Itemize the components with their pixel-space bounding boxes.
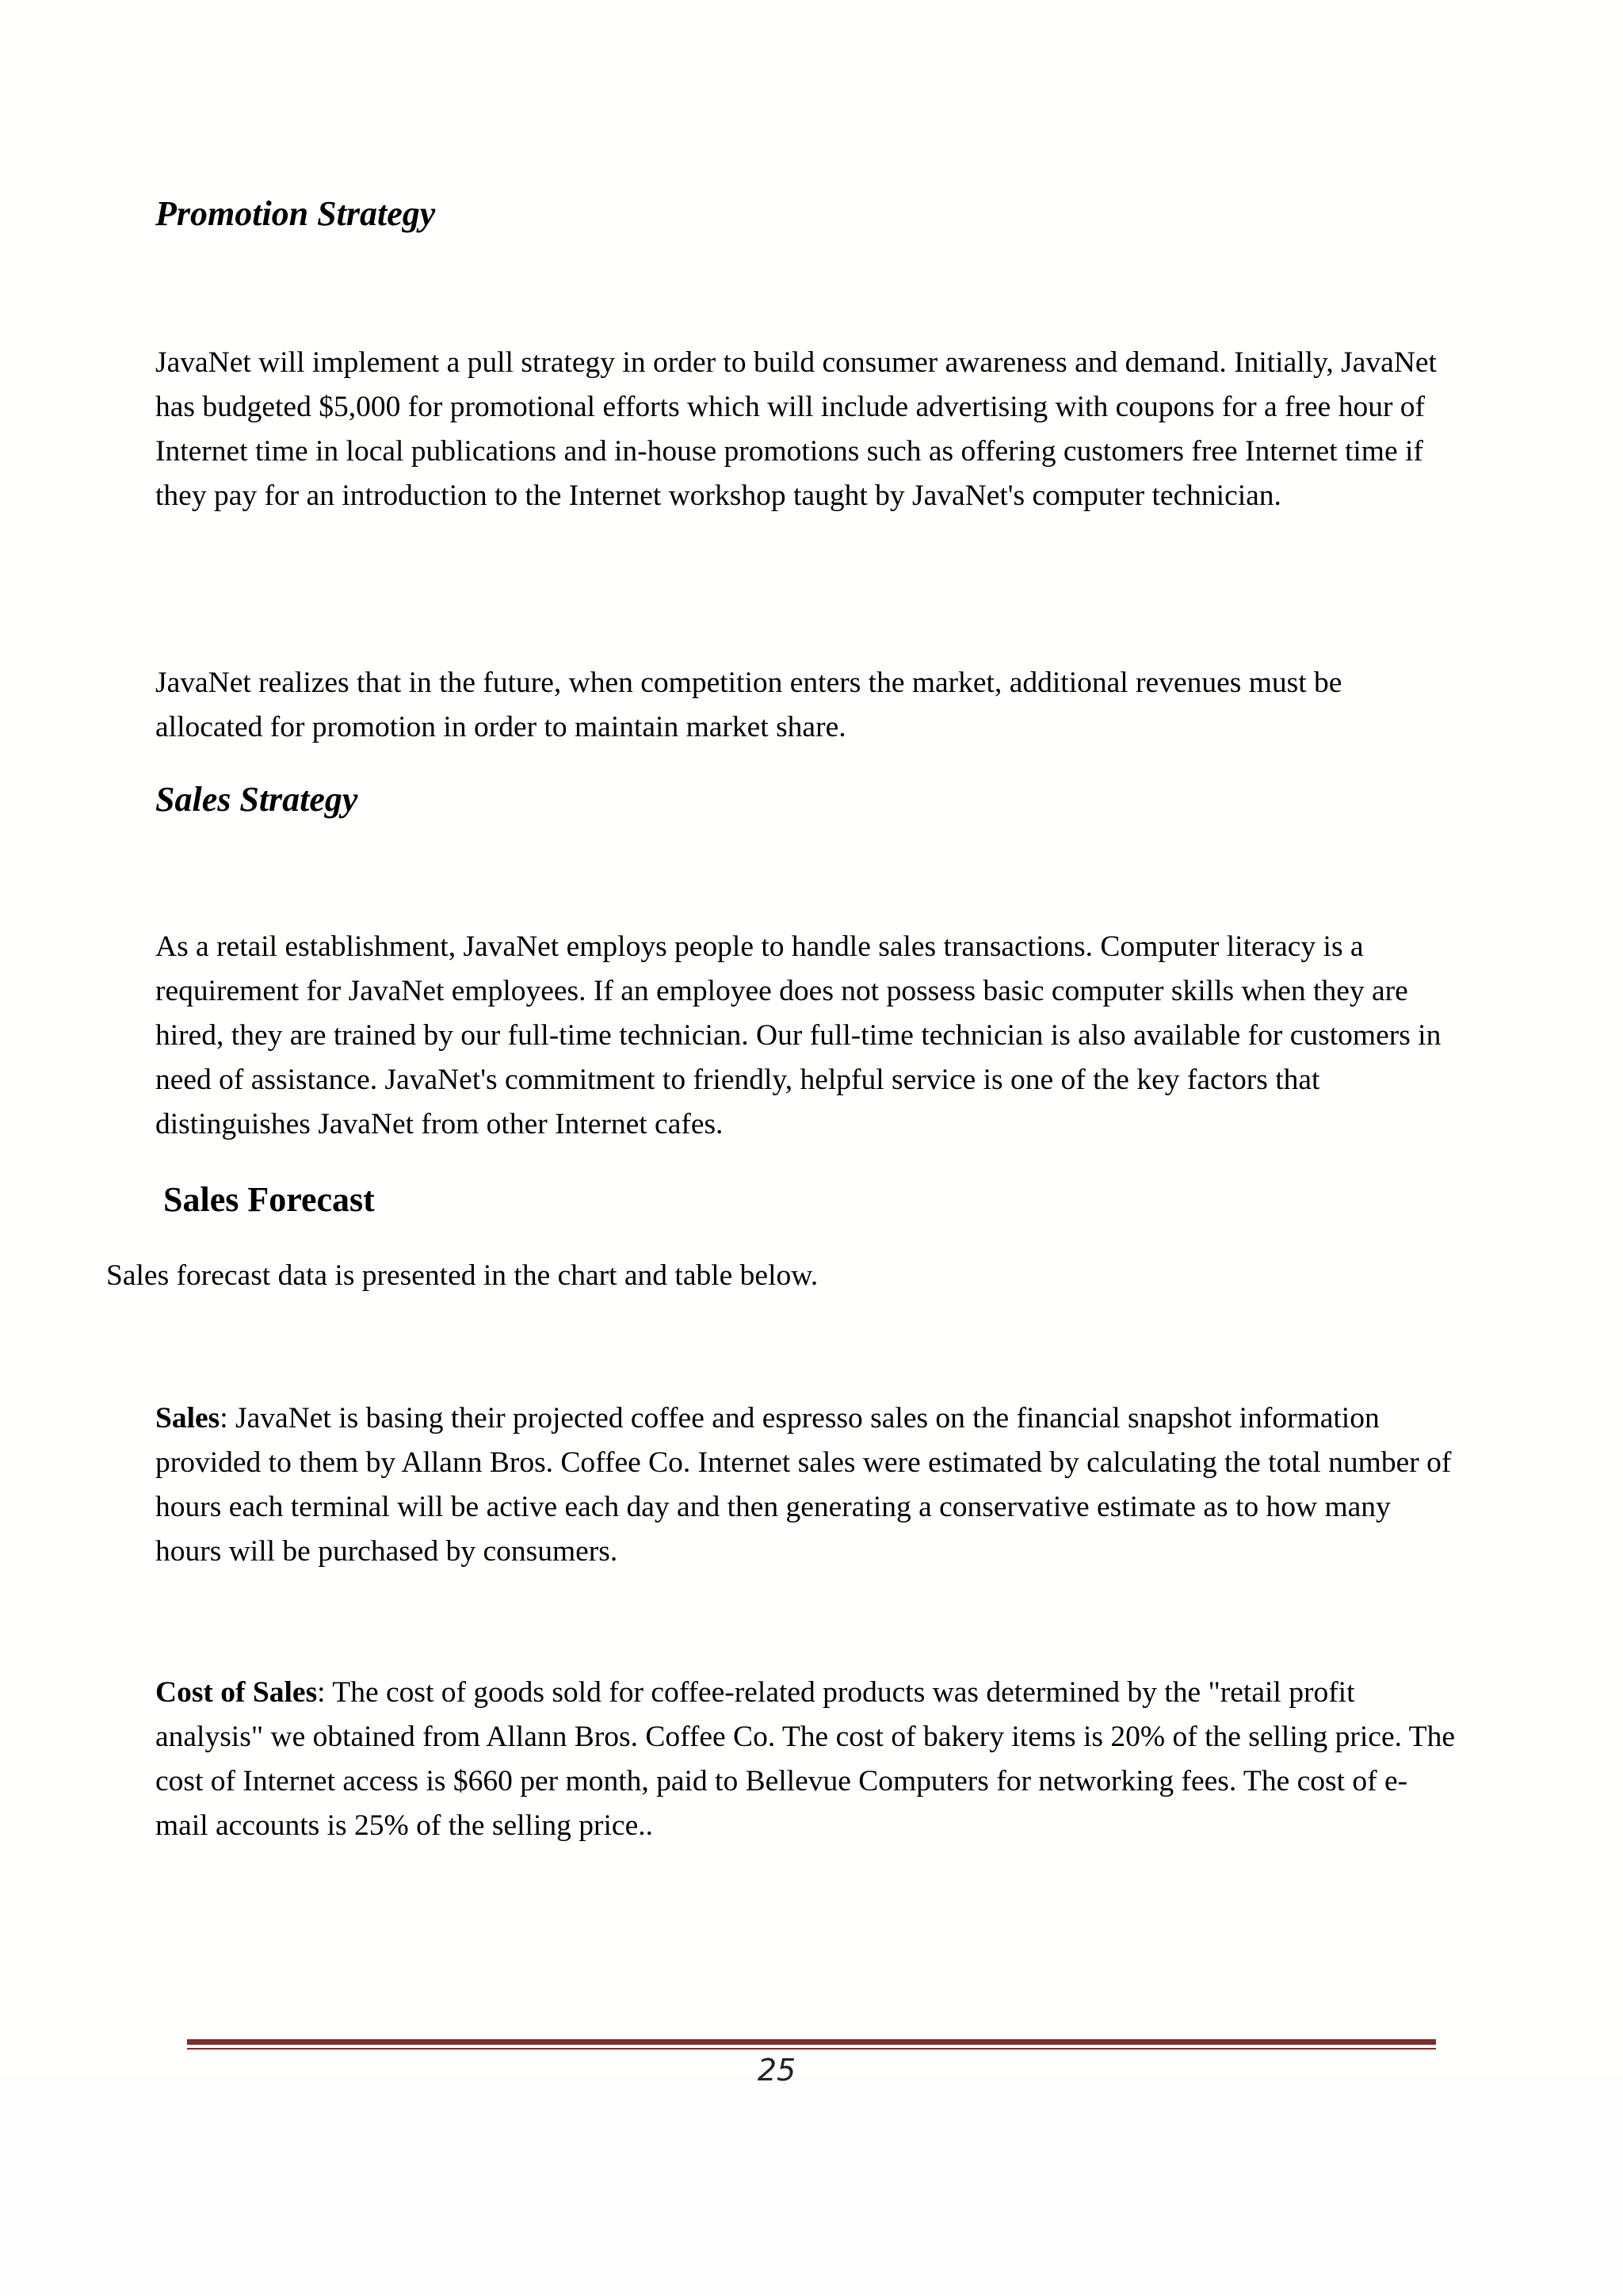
- sales-text: : JavaNet is basing their projected coffee and espresso sales on the financial snapshot information provided to them by Allann Bros. Coffee Co. Internet sales were estimated by calculating the total number of hours each terminal will be active each day and then generating a conservative estimate as to how many hours will be purchased by consumers.: [155, 1402, 1452, 1568]
- cost-of-sales-text: : The cost of goods sold for coffee-related products was determined by the "retail profit analysis" we obtained from Allann Bros. Coffee Co. The cost of bakery items is 20% of the selling price. The cost of Internet access is $660 per month, paid to Bellevue Computers for networking fees. The cost of e-mail accounts is 25% of the selling price..: [155, 1676, 1455, 1842]
- sales-label: Sales: [155, 1402, 220, 1435]
- footer-rule-thick: [187, 2039, 1436, 2045]
- promotion-paragraph-1: JavaNet will implement a pull strategy in order to build consumer awareness and demand. Initially, JavaNet has budgeted $5,000 for promotional efforts which will include advertising with coupons for a free hour of Internet time in local publications and in-house promotions such as offering customers free Internet time if they pay for an introduction to the Internet workshop taught by JavaNet's computer technician.: [155, 346, 1437, 512]
- cost-of-sales-paragraph: [155, 1671, 1455, 1848]
- promotion-paragraph-2: JavaNet realizes that in the future, when competition enters the market, additional revenues must be allocated for promotion in order to maintain market share.: [155, 667, 1342, 743]
- sales-forecast-intro: Sales forecast data is presented in the chart and table below.: [106, 1259, 819, 1292]
- sales-paragraph: [155, 1396, 1455, 1574]
- sales-forecast-heading: Sales Forecast: [163, 1180, 375, 1219]
- sales-strategy-paragraph: As a retail establishment, JavaNet employs people to handle sales transactions. Computer literacy is a requirement for JavaNet employees. If an employee does not possess basic computer skills when they are hired, they are trained by our full-time technician. Our full-time technician is also available for customers in need of assistance. JavaNet's commitment to friendly, helpful service is one of the key factors that distinguishes JavaNet from other Internet cafes.: [155, 930, 1442, 1140]
- footer-area: [0, 2076, 1623, 2296]
- footer-rule-thin: [187, 2048, 1436, 2050]
- sales-strategy-heading: Sales Strategy: [155, 780, 358, 819]
- cost-of-sales-label: Cost of Sales: [155, 1676, 318, 1709]
- promotion-strategy-heading: Promotion Strategy: [155, 194, 436, 233]
- page-number: 25: [757, 2053, 796, 2088]
